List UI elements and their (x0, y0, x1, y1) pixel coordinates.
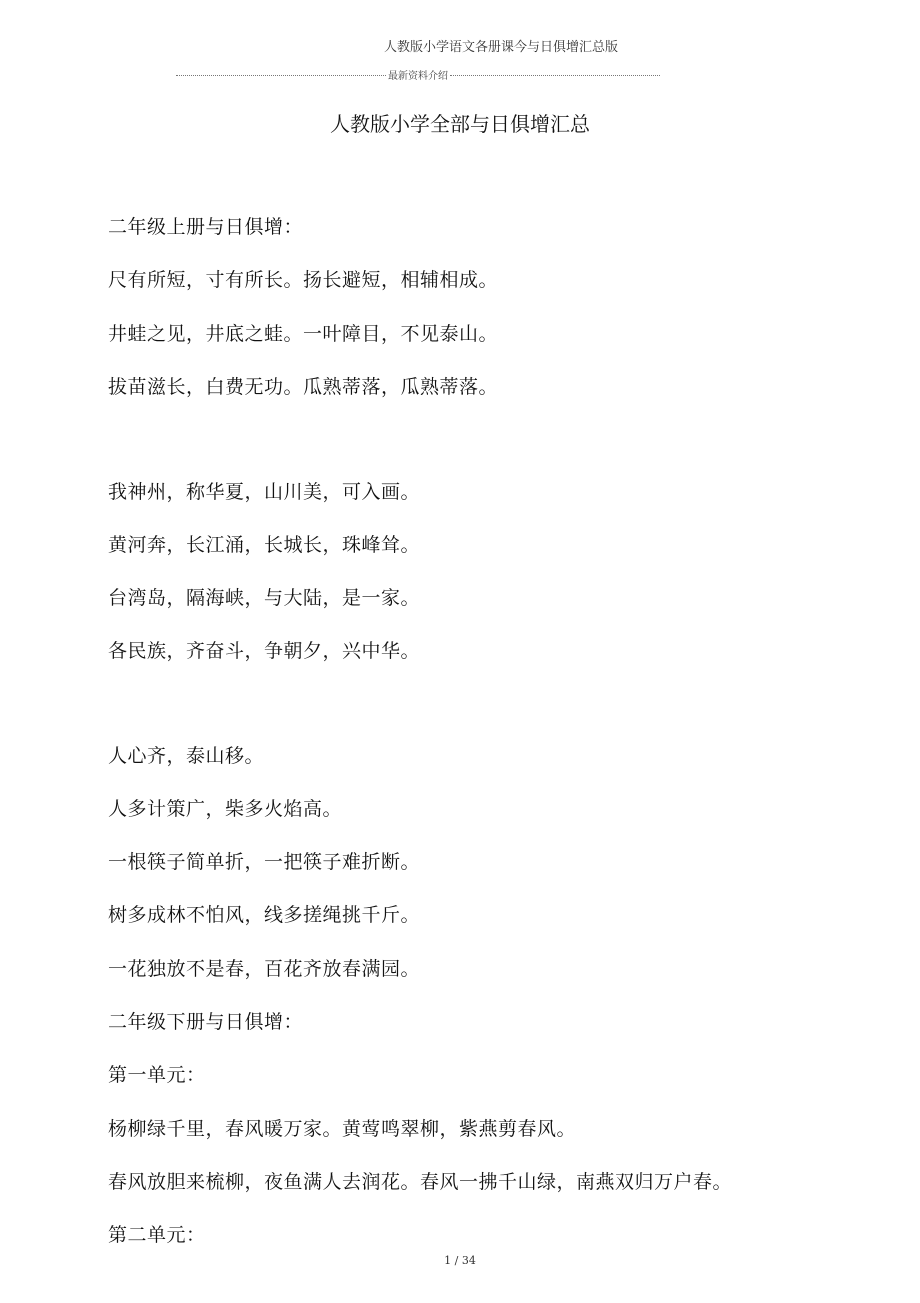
text-line: 春风放胆来梳柳，夜鱼满人去润花。春风一拂千山绿，南燕双归万户春。 (108, 1171, 733, 1193)
text-line: 井蛙之见，井底之蛙。一叶障目，不见泰山。 (108, 323, 499, 345)
text-line: 黄河奔，长江涌，长城长，珠峰耸。 (108, 534, 421, 556)
text-line: 台湾岛，隔海峡，与大陆，是一家。 (108, 587, 421, 609)
text-line: 我神州，称华夏，山川美，可入画。 (108, 481, 421, 503)
section-heading-grade2-first-term: 二年级上册与日俱增： (108, 216, 304, 238)
header-rule-label: 最新资料介绍 (388, 71, 448, 82)
section-heading-grade2-second-term: 二年级下册与日俱增： (108, 1011, 304, 1033)
text-line: 尺有所短，寸有所长。扬长避短，相辅相成。 (108, 269, 499, 291)
unit-heading: 第一单元： (108, 1064, 206, 1086)
text-line: 杨柳绿千里，春风暖万家。黄莺鸣翠柳，紫燕剪春风。 (108, 1118, 577, 1140)
text-line: 树多成林不怕风，线多搓绳挑千斤。 (108, 904, 421, 926)
document-title: 人教版小学全部与日俱增汇总 (330, 112, 590, 136)
dotted-rule-right (450, 75, 660, 76)
unit-heading: 第二单元： (108, 1224, 206, 1246)
text-line: 拔苗滋长，白费无功。瓜熟蒂落，瓜熟蒂落。 (108, 376, 499, 398)
header-rule (176, 67, 660, 82)
running-header: 人教版小学语文各册课今与日俱增汇总版 (384, 40, 619, 55)
text-line: 各民族，齐奋斗，争朝夕，兴中华。 (108, 640, 421, 662)
page-number: 1 / 34 (444, 1254, 476, 1267)
text-line: 一花独放不是春，百花齐放春满园。 (108, 958, 421, 980)
text-line: 一根筷子简单折，一把筷子难折断。 (108, 851, 421, 873)
text-line: 人心齐，泰山移。 (108, 745, 265, 767)
text-line: 人多计策广，柴多火焰高。 (108, 798, 343, 820)
dotted-rule-left (176, 75, 386, 76)
